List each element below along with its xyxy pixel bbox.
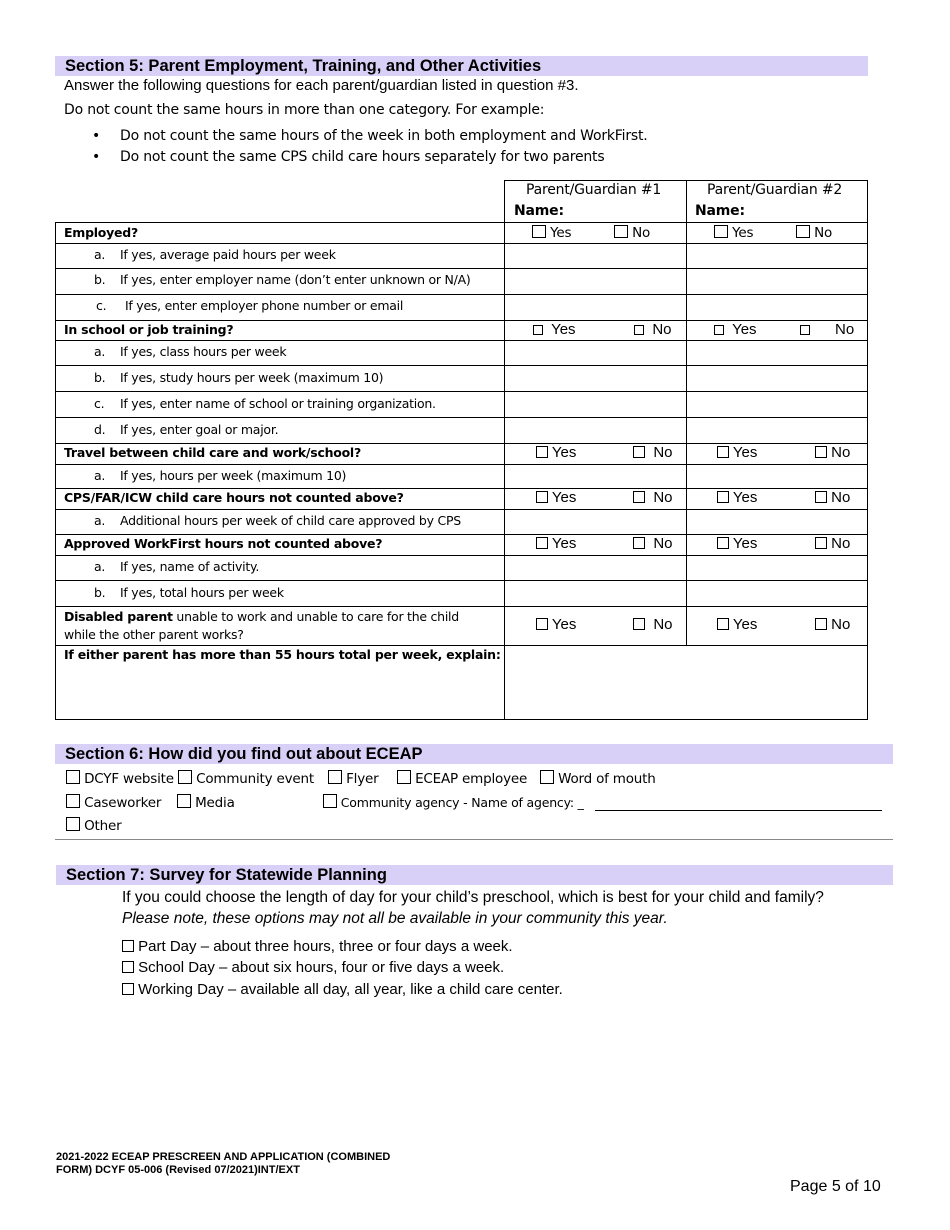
source-dcyf-website[interactable] [66,770,174,787]
checkbox-icon [122,940,134,952]
row-disabled-rest: unable to work and unable to care for the child [172,609,459,624]
source-label: Community agency - Name of agency: [340,795,574,810]
yes-label: Yes [732,616,758,633]
row-travel-a: If yes, hours per week (maximum 10) [120,468,347,483]
checkbox-icon [815,446,827,458]
source-eceap-employee[interactable] [397,770,527,787]
checkbox-icon [328,770,342,784]
school-p2-yes[interactable] [714,321,757,338]
row-workfirst-a: If yes, name of activity. [120,559,260,574]
workfirst-p1-yes[interactable] [536,535,576,552]
checkbox-icon [633,618,645,630]
yes-label: Yes [550,225,572,241]
no-label: No [831,535,851,552]
source-label: Caseworker [84,795,162,811]
cps-p1-yes[interactable] [536,489,576,506]
yes-label: Yes [732,321,757,338]
checkbox-icon [397,770,411,784]
school-p1-yes[interactable] [533,321,576,338]
section-5-intro-1: Answer the following questions for each parent/guardian listed in question #3. [64,77,579,94]
checkbox-icon [633,491,645,503]
source-label: Word of mouth [558,771,656,787]
checkbox-icon [717,491,729,503]
cps-p1-no[interactable] [633,489,673,506]
no-label: No [652,321,672,338]
row-employed: Employed? [64,225,138,240]
workfirst-p1-no[interactable] [633,535,673,552]
no-label: No [653,535,673,552]
row-workfirst: Approved WorkFirst hours not counted above? [64,536,383,551]
day-option-label: Working Day – available all day, all year, like a child care center. [138,981,563,998]
checkbox-icon [634,325,644,335]
parent-2-name-field[interactable] [745,200,863,220]
source-community-agency[interactable] [323,794,584,810]
page-number: Page 5 of 10 [790,1178,881,1195]
row-disabled [64,609,459,624]
row-school-d-num: d. [94,422,106,437]
source-caseworker[interactable] [66,794,161,811]
yes-label: Yes [732,535,758,552]
row-employed-a: If yes, average paid hours per week [120,247,336,262]
row-employed-c: If yes, enter employer phone number or email [125,298,404,313]
row-school-b: If yes, study hours per week (maximum 10) [120,370,384,385]
agency-underscore: _ [577,795,584,810]
row-workfirst-a-num: a. [94,559,106,574]
day-option-part[interactable] [122,938,513,955]
checkbox-icon [614,225,628,238]
disabled-p2-yes[interactable] [717,616,757,633]
row-cps-a-num: a. [94,513,106,528]
travel-p2-yes[interactable] [717,444,757,461]
row-cps: CPS/FAR/ICW child care hours not counted above? [64,490,404,505]
no-label: No [632,225,651,241]
yes-label: Yes [551,616,577,633]
explain-field[interactable] [506,647,866,718]
yes-label: Yes [732,225,754,241]
checkbox-icon [536,537,548,549]
checkbox-icon [717,446,729,458]
source-label: Other [84,818,122,834]
disabled-p2-no[interactable] [815,616,850,633]
row-school-a-num: a. [94,344,106,359]
row-school-c: If yes, enter name of school or training organization. [120,396,436,411]
parent-1-name-field[interactable] [560,200,680,220]
section-6-title: Section 6: How did you find out about ECEAP [65,745,423,763]
checkbox-icon [177,794,191,808]
checkbox-icon [815,491,827,503]
workfirst-p2-yes[interactable] [717,535,757,552]
day-option-label: School Day – about six hours, four or five days a week. [138,959,505,976]
section-7-question: If you could choose the length of day for your child’s preschool, which is best for your child and family? [122,889,824,906]
row-employed-a-num: a. [94,247,106,262]
bullet-1: • [92,128,101,144]
checkbox-icon [540,770,554,784]
no-label: No [831,616,851,633]
checkbox-icon [815,537,827,549]
bullet-2-text: Do not count the same CPS child care hours separately for two parents [120,149,605,165]
section-7-header [56,865,893,885]
disabled-p1-yes[interactable] [536,616,576,633]
source-label: Community event [196,771,314,787]
section-5-header [55,56,868,76]
yes-label: Yes [551,535,577,552]
section-7-title: Section 7: Survey for Statewide Planning [66,866,387,884]
travel-p1-no[interactable] [633,444,673,461]
employed-p1-no[interactable] [614,225,650,241]
checkbox-icon [714,325,724,335]
cps-p2-no[interactable] [815,489,850,506]
checkbox-icon [714,225,728,238]
employed-p2-yes[interactable] [714,225,753,241]
checkbox-icon [323,794,337,808]
yes-label: Yes [551,444,577,461]
checkbox-icon [815,618,827,630]
source-flyer[interactable] [328,770,378,787]
source-label: ECEAP employee [415,771,528,787]
row-employed-b: If yes, enter employer name (don’t enter unknown or N/A) [120,272,471,287]
checkbox-icon [633,446,645,458]
checkbox-icon [717,618,729,630]
employed-p2-no[interactable] [796,225,832,241]
source-other[interactable] [66,817,121,834]
row-explain: If either parent has more than 55 hours total per week, explain: [64,647,501,662]
row-school-b-num: b. [94,370,106,385]
source-label: Flyer [346,771,379,787]
cps-p2-yes[interactable] [717,489,757,506]
parent-1-name-label: Name: [514,203,564,219]
checkbox-icon [122,983,134,995]
no-label: No [831,489,851,506]
row-school-a: If yes, class hours per week [120,344,287,359]
no-label: No [831,444,851,461]
checkbox-icon [178,770,192,784]
yes-label: Yes [551,489,577,506]
parent-1-header: Parent/Guardian #1 [526,182,662,198]
checkbox-icon [533,325,543,335]
checkbox-icon [796,225,810,238]
source-community-event[interactable] [178,770,314,787]
section-5-intro-2: Do not count the same hours in more than one category. For example: [64,102,545,118]
yes-label: Yes [732,489,758,506]
checkbox-icon [66,817,80,831]
yes-label: Yes [732,444,758,461]
no-label: No [814,225,833,241]
row-travel: Travel between child care and work/school? [64,445,361,460]
no-label: No [653,489,673,506]
source-media[interactable] [177,794,235,811]
checkbox-icon [536,491,548,503]
bullet-2: • [92,149,101,165]
section-7-note: Please note, these options may not all be available in your community this year. [122,910,668,927]
school-p1-no[interactable] [634,321,672,338]
day-option-working[interactable] [122,981,563,998]
day-option-label: Part Day – about three hours, three or four days a week. [138,938,513,955]
footer-form-title-2: FORM) DCYF 05-006 (Revised 07/2021)INT/EXT [56,1164,300,1176]
no-label: No [653,444,673,461]
checkbox-icon [536,446,548,458]
checkbox-icon [122,961,134,973]
section-5-title: Section 5: Parent Employment, Training, and Other Activities [65,57,542,75]
row-employed-c-num: c. [96,298,107,313]
travel-p1-yes[interactable] [536,444,576,461]
checkbox-icon [536,618,548,630]
section-6-header [55,744,893,764]
source-word-of-mouth[interactable] [540,770,656,787]
source-label: Media [195,795,235,811]
checkbox-icon [66,770,80,784]
day-option-school[interactable] [122,959,504,976]
row-school: In school or job training? [64,322,234,337]
parent-2-name-label: Name: [695,203,745,219]
row-employed-b-num: b. [94,272,106,287]
yes-label: Yes [551,321,576,338]
row-travel-a-num: a. [94,468,106,483]
checkbox-icon [66,794,80,808]
checkbox-icon [532,225,546,238]
checkbox-icon [717,537,729,549]
school-p2-no[interactable] [800,321,854,338]
section-6-divider [55,839,893,840]
row-cps-a: Additional hours per week of child care approved by CPS [120,513,461,528]
footer-form-title-1: 2021-2022 ECEAP PRESCREEN AND APPLICATION (COMBINED [56,1151,391,1163]
disabled-p1-no[interactable] [633,616,673,633]
travel-p2-no[interactable] [815,444,850,461]
agency-name-field[interactable] [595,794,882,811]
row-workfirst-b-num: b. [94,585,106,600]
checkbox-icon [800,325,810,335]
row-disabled-bold: Disabled parent [64,609,173,624]
employed-p1-yes[interactable] [532,225,571,241]
no-label: No [835,321,855,338]
parent-2-header: Parent/Guardian #2 [707,182,843,198]
row-disabled-line2: while the other parent works? [64,627,244,642]
no-label: No [653,616,673,633]
row-workfirst-b: If yes, total hours per week [120,585,284,600]
workfirst-p2-no[interactable] [815,535,850,552]
bullet-1-text: Do not count the same hours of the week in both employment and WorkFirst. [120,128,648,144]
checkbox-icon [633,537,645,549]
source-label: DCYF website [84,771,174,787]
row-school-d: If yes, enter goal or major. [120,422,279,437]
row-school-c-num: c. [94,396,105,411]
